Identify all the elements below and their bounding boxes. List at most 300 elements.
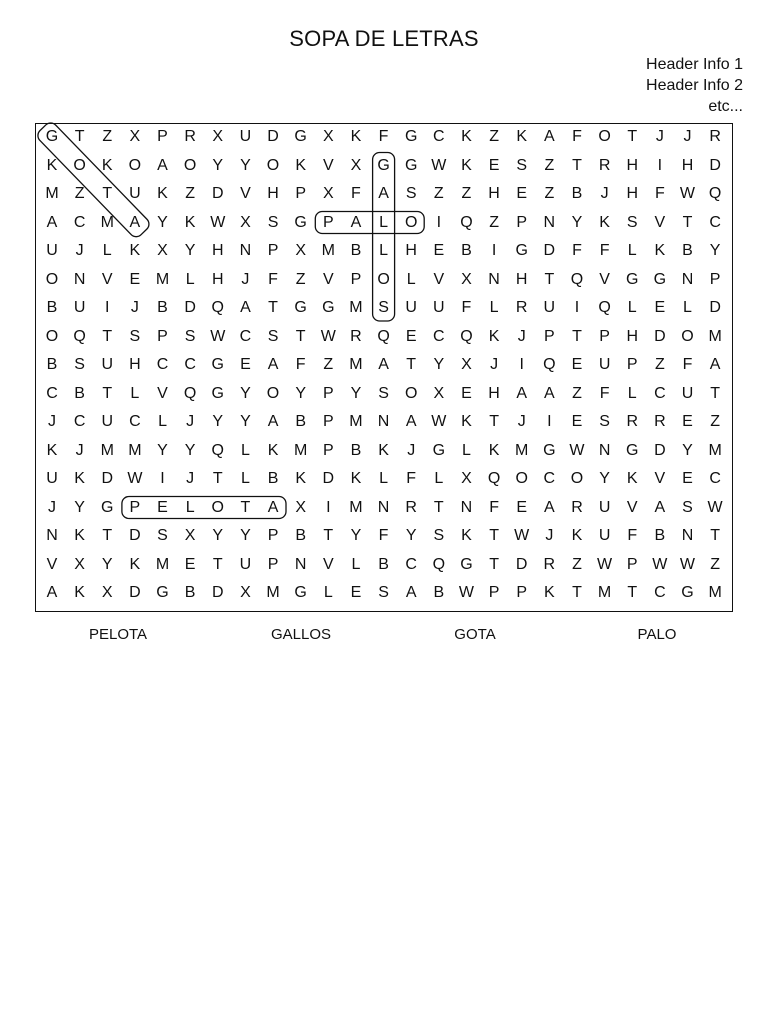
grid-letter: U xyxy=(598,527,611,544)
grid-letter: M xyxy=(349,498,363,516)
grid-letter: N xyxy=(681,527,694,544)
grid-letter: J xyxy=(75,441,84,459)
grid-letter: L xyxy=(102,242,112,259)
grid-letter: S xyxy=(129,327,141,345)
grid-letter: F xyxy=(489,498,499,516)
grid-letter: J xyxy=(683,128,692,145)
grid-letter: T xyxy=(295,327,306,345)
grid-letter: A xyxy=(46,213,58,231)
grid-letter: G xyxy=(156,584,169,601)
grid-letter: K xyxy=(74,470,85,487)
grid-letter: Y xyxy=(74,498,85,516)
grid-letter: L xyxy=(489,299,499,316)
grid-letter: S xyxy=(184,327,196,345)
grid-letter: L xyxy=(683,299,692,316)
grid-letter: I xyxy=(657,156,663,174)
grid-letter: A xyxy=(267,413,279,430)
grid-letter: F xyxy=(461,299,472,316)
grid-letter: O xyxy=(183,156,197,174)
grid-letter: M xyxy=(349,356,363,373)
grid-letter: B xyxy=(184,584,196,601)
grid-letter: X xyxy=(295,498,306,516)
grid-letter: C xyxy=(654,584,666,601)
grid-letter: Z xyxy=(572,555,582,573)
grid-letter: U xyxy=(433,299,445,316)
grid-letter: L xyxy=(461,441,471,459)
grid-letter: T xyxy=(544,270,555,288)
grid-letter: D xyxy=(515,555,528,573)
grid-letter: W xyxy=(127,470,143,487)
grid-letter: K xyxy=(46,441,58,459)
grid-letter: G xyxy=(45,128,59,145)
grid-letter: S xyxy=(267,327,279,345)
grid-letter: Y xyxy=(599,470,610,487)
grid-letter: C xyxy=(46,384,58,402)
grid-letter: A xyxy=(267,356,279,373)
grid-letter: P xyxy=(516,213,528,231)
grid-letter: B xyxy=(295,527,306,544)
grid-letter: D xyxy=(267,128,279,145)
word-list-item: GOTA xyxy=(454,626,496,643)
grid-letter: T xyxy=(710,527,720,544)
grid-letter: C xyxy=(709,213,721,231)
grid-letter: D xyxy=(709,299,721,316)
grid-letter: W xyxy=(431,156,447,174)
grid-letter: S xyxy=(516,156,528,174)
grid-letter: A xyxy=(157,156,168,174)
grid-letter: E xyxy=(682,413,693,430)
grid-letter: C xyxy=(654,384,666,402)
grid-letter: Z xyxy=(102,128,113,145)
grid-letter: Z xyxy=(489,213,499,231)
grid-letter: E xyxy=(184,555,196,573)
grid-letter: I xyxy=(547,413,552,430)
grid-letter: E xyxy=(461,384,472,402)
grid-letter: T xyxy=(433,498,444,516)
grid-letter: T xyxy=(212,555,223,573)
grid-letter: O xyxy=(598,128,611,145)
grid-letter: D xyxy=(129,527,141,544)
grid-letter: A xyxy=(378,185,389,202)
grid-letter: A xyxy=(405,413,417,430)
header-info-line-3: etc... xyxy=(708,98,743,115)
grid-letter: H xyxy=(129,356,141,373)
grid-letter: Y xyxy=(682,441,693,459)
grid-letter: K xyxy=(599,213,610,231)
grid-letter: N xyxy=(681,270,694,288)
grid-letter: X xyxy=(350,156,362,174)
grid-letter: K xyxy=(461,527,472,544)
grid-letter: Z xyxy=(433,185,444,202)
grid-letter: B xyxy=(571,185,583,202)
grid-letter: T xyxy=(212,470,223,487)
grid-letter: P xyxy=(267,555,279,573)
grid-letter: T xyxy=(572,327,582,345)
grid-letter: T xyxy=(627,584,638,601)
grid-letter: J xyxy=(186,413,195,430)
grid-letter: D xyxy=(322,470,335,487)
grid-letter: W xyxy=(320,327,336,345)
grid-letter: B xyxy=(46,299,58,316)
grid-letter: A xyxy=(267,498,279,516)
grid-letter: A xyxy=(543,128,555,145)
grid-letter: C xyxy=(405,555,417,573)
grid-letter: V xyxy=(322,270,334,288)
grid-letter: G xyxy=(322,299,335,316)
grid-letter: B xyxy=(378,555,389,573)
grid-letter: H xyxy=(211,270,224,288)
grid-letter: Q xyxy=(377,327,390,345)
grid-letter: W xyxy=(210,213,226,231)
grid-letter: K xyxy=(157,185,168,202)
grid-letter: N xyxy=(46,527,58,544)
grid-letter: Y xyxy=(157,441,168,459)
grid-letter: S xyxy=(682,498,693,516)
grid-letter: I xyxy=(326,498,331,516)
grid-letter: P xyxy=(295,185,306,202)
grid-letter: M xyxy=(100,441,114,459)
grid-letter: W xyxy=(458,584,474,601)
grid-letter: X xyxy=(240,584,251,601)
grid-letter: F xyxy=(351,185,361,202)
grid-letter: Q xyxy=(73,327,86,345)
grid-letter: T xyxy=(406,356,417,373)
grid-letter: Q xyxy=(211,441,224,459)
grid-letter: Y xyxy=(184,242,196,259)
grid-letter: Q xyxy=(487,470,501,487)
grid-letter: Z xyxy=(489,128,499,145)
grid-letter: U xyxy=(129,185,141,202)
grid-letter: B xyxy=(682,242,693,259)
grid-letter: E xyxy=(433,242,445,259)
grid-letter: N xyxy=(488,270,500,288)
grid-letter: O xyxy=(266,156,280,174)
grid-letter: I xyxy=(105,299,110,316)
grid-letter: O xyxy=(45,270,59,288)
grid-letter: F xyxy=(378,527,389,544)
grid-letter: H xyxy=(626,327,638,345)
grid-letter: F xyxy=(295,356,306,373)
grid-letter: J xyxy=(517,413,526,430)
grid-letter: Y xyxy=(101,555,113,573)
grid-letter: Y xyxy=(212,527,224,544)
grid-letter: W xyxy=(597,555,613,573)
grid-letter: C xyxy=(433,128,445,145)
grid-letter: Z xyxy=(461,185,472,202)
grid-letter: P xyxy=(322,413,334,430)
grid-letter: Q xyxy=(460,213,473,231)
grid-letter: D xyxy=(184,299,196,316)
word-list-item: GALLOS xyxy=(270,626,332,643)
grid-letter: K xyxy=(488,327,500,345)
grid-letter: P xyxy=(599,327,610,345)
grid-letter: N xyxy=(598,441,611,459)
grid-letter: V xyxy=(240,185,251,202)
grid-letter: X xyxy=(129,128,141,145)
grid-letter: Q xyxy=(432,555,446,573)
grid-letter: Q xyxy=(211,299,224,316)
grid-letter: G xyxy=(294,299,307,316)
header-info xyxy=(646,54,743,117)
grid-letter: N xyxy=(294,555,307,573)
grid-letter: Z xyxy=(185,185,196,202)
grid-letter: F xyxy=(268,270,278,288)
grid-letter: Y xyxy=(709,242,721,259)
grid-letter: G xyxy=(625,441,639,459)
grid-letter: Y xyxy=(240,527,251,544)
grid-letter: J xyxy=(517,327,526,345)
grid-letter: O xyxy=(681,327,694,345)
grid-letter: T xyxy=(102,185,113,202)
grid-letter: B xyxy=(433,584,445,601)
grid-letter: W xyxy=(210,327,226,345)
grid-letter: Y xyxy=(295,384,306,402)
grid-letter: U xyxy=(598,356,611,373)
grid-letter: V xyxy=(626,498,638,516)
grid-letter: R xyxy=(598,156,611,174)
grid-letter: G xyxy=(294,213,307,231)
grid-letter: W xyxy=(514,527,530,544)
grid-letter: K xyxy=(101,156,113,174)
grid-letter: B xyxy=(350,242,362,259)
grid-letter: R xyxy=(654,413,666,430)
grid-letter: Q xyxy=(460,327,473,345)
grid-letter: T xyxy=(102,327,113,345)
grid-letter: J xyxy=(655,128,664,145)
grid-letter: D xyxy=(129,584,141,601)
grid-letter: V xyxy=(322,555,334,573)
header-info-line-2: Header Info 2 xyxy=(646,77,743,94)
grid-letter: P xyxy=(543,327,555,345)
grid-letter: H xyxy=(405,242,417,259)
grid-letter: K xyxy=(350,470,362,487)
grid-letter: T xyxy=(627,128,638,145)
grid-letter: G xyxy=(653,270,667,288)
grid-letter: E xyxy=(682,470,693,487)
grid-letter: M xyxy=(321,242,335,259)
grid-letter: D xyxy=(654,327,666,345)
grid-letter: Z xyxy=(323,356,334,373)
grid-letter: T xyxy=(710,384,720,402)
grid-letter: C xyxy=(709,470,721,487)
grid-letter: A xyxy=(654,498,666,516)
grid-letter: N xyxy=(460,498,473,516)
grid-letter: L xyxy=(130,384,140,402)
grid-letter: G xyxy=(294,584,307,601)
grid-letter: X xyxy=(157,242,168,259)
grid-letter: F xyxy=(378,128,389,145)
grid-letter: L xyxy=(406,270,416,288)
grid-letter: M xyxy=(155,270,170,288)
grid-letter: F xyxy=(654,185,665,202)
grid-letter: T xyxy=(572,156,582,174)
grid-letter: L xyxy=(627,242,637,259)
grid-letter: D xyxy=(543,242,556,259)
grid-letter: Y xyxy=(240,413,251,430)
grid-letter: S xyxy=(626,213,638,231)
grid-letter: Y xyxy=(433,356,445,373)
grid-letter: K xyxy=(378,441,389,459)
grid-letter: X xyxy=(322,185,334,202)
grid-letter: D xyxy=(101,470,114,487)
grid-letter: C xyxy=(433,327,445,345)
grid-letter: M xyxy=(349,413,363,430)
grid-letter: A xyxy=(129,213,141,231)
grid-letter: K xyxy=(461,156,472,174)
grid-letter: V xyxy=(46,555,58,573)
grid-letter: K xyxy=(654,242,666,259)
grid-letter: S xyxy=(74,356,85,373)
word-list xyxy=(0,626,768,648)
grid-letter: O xyxy=(404,384,418,402)
grid-letter: M xyxy=(597,584,612,601)
grid-letter: X xyxy=(184,527,196,544)
grid-letter: X xyxy=(433,384,445,402)
grid-letter: T xyxy=(102,527,113,544)
grid-letter: G xyxy=(101,498,114,516)
grid-letter: R xyxy=(184,128,196,145)
grid-letter: L xyxy=(185,498,195,516)
grid-letter: T xyxy=(240,498,251,516)
grid-letter: B xyxy=(46,356,58,373)
grid-letter: G xyxy=(681,584,694,601)
grid-letter: E xyxy=(654,299,666,316)
grid-letter: O xyxy=(128,156,142,174)
grid-letter: E xyxy=(571,356,583,373)
grid-letter: Z xyxy=(544,185,555,202)
grid-letter: G xyxy=(515,242,528,259)
grid-letter: X xyxy=(74,555,85,573)
grid-letter: S xyxy=(267,213,279,231)
grid-letter: D xyxy=(654,441,666,459)
grid-letter: Z xyxy=(710,413,720,430)
grid-letter: P xyxy=(322,441,334,459)
grid-letter: T xyxy=(74,128,85,145)
grid-letter: F xyxy=(599,384,610,402)
grid-letter: W xyxy=(679,185,696,202)
grid-letter: G xyxy=(294,128,307,145)
grid-letter: Q xyxy=(543,356,556,373)
grid-letter: U xyxy=(239,128,252,145)
grid-letter: H xyxy=(488,384,500,402)
grid-letter: B xyxy=(654,527,666,544)
grid-letter: E xyxy=(240,356,251,373)
grid-letter: L xyxy=(351,555,361,573)
grid-letter: N xyxy=(239,242,252,259)
grid-letter: H xyxy=(681,156,694,174)
grid-letter: T xyxy=(682,213,693,231)
grid-letter: V xyxy=(101,270,113,288)
grid-letter: P xyxy=(157,327,168,345)
grid-letter: U xyxy=(46,242,58,259)
grid-letter: E xyxy=(516,498,528,516)
grid-letter: N xyxy=(377,498,390,516)
grid-letter: K xyxy=(488,441,500,459)
grid-letter: V xyxy=(599,270,610,288)
grid-letter: M xyxy=(155,555,170,573)
grid-letter: F xyxy=(599,242,610,259)
grid-letter: C xyxy=(73,413,86,430)
grid-letter: J xyxy=(407,441,416,459)
grid-letter: M xyxy=(708,441,722,459)
grid-letter: F xyxy=(406,470,417,487)
grid-letter: F xyxy=(572,128,582,145)
grid-letter: R xyxy=(626,413,638,430)
grid-letter: X xyxy=(295,242,306,259)
grid-letter: U xyxy=(239,555,252,573)
grid-letter: K xyxy=(571,527,583,544)
grid-letter: I xyxy=(436,213,442,231)
grid-letter: P xyxy=(267,242,279,259)
grid-letter: Y xyxy=(157,213,168,231)
grid-letter: O xyxy=(570,470,584,487)
grid-letter: K xyxy=(267,441,279,459)
grid-letter: X xyxy=(461,270,472,288)
grid-letter: U xyxy=(405,299,417,316)
grid-letter: L xyxy=(240,470,250,487)
grid-letter: L xyxy=(627,384,637,402)
grid-letter: R xyxy=(405,498,417,516)
grid-letter: P xyxy=(267,527,279,544)
grid-letter: Z xyxy=(572,384,582,402)
grid-letter: K xyxy=(74,527,85,544)
grid-letter: H xyxy=(488,185,500,202)
grid-letter: J xyxy=(48,498,56,516)
grid-letter: W xyxy=(707,498,723,516)
grid-letter: Z xyxy=(74,185,85,202)
grid-letter: T xyxy=(323,527,334,544)
grid-letter: C xyxy=(239,327,252,345)
grid-letter: L xyxy=(185,270,195,288)
grid-letter: U xyxy=(46,470,58,487)
grid-letter: P xyxy=(322,384,334,402)
grid-letter: D xyxy=(211,584,224,601)
grid-letter: I xyxy=(491,242,497,259)
grid-letter: B xyxy=(267,470,279,487)
grid-letter: Q xyxy=(183,384,197,402)
grid-letter: J xyxy=(545,527,554,544)
grid-letter: J xyxy=(130,299,139,316)
grid-letter: P xyxy=(322,213,334,231)
grid-letter: T xyxy=(489,413,499,430)
grid-letter: Y xyxy=(240,384,251,402)
grid-letter: A xyxy=(378,356,389,373)
grid-letter: E xyxy=(516,185,528,202)
grid-letter: S xyxy=(157,527,168,544)
grid-letter: W xyxy=(652,555,668,573)
grid-letter: M xyxy=(45,185,59,202)
grid-letter: N xyxy=(73,270,86,288)
grid-letter: V xyxy=(433,270,445,288)
grid-letter: P xyxy=(626,555,638,573)
grid-letter: U xyxy=(681,384,694,402)
grid-letter: P xyxy=(709,270,721,288)
grid-letter: X xyxy=(101,584,113,601)
grid-letter: Z xyxy=(544,156,555,174)
grid-letter: R xyxy=(543,555,556,573)
grid-letter: E xyxy=(129,270,141,288)
grid-letter: X xyxy=(461,356,472,373)
grid-letter: Q xyxy=(708,185,722,202)
grid-letter: D xyxy=(709,156,721,174)
grid-letter: S xyxy=(405,185,417,202)
grid-letter: S xyxy=(378,384,389,402)
grid-letter: L xyxy=(379,213,388,231)
grid-letter: K xyxy=(295,156,306,174)
grid-letter: V xyxy=(322,156,334,174)
grid-letter: G xyxy=(404,156,418,174)
grid-letter: H xyxy=(626,156,638,174)
